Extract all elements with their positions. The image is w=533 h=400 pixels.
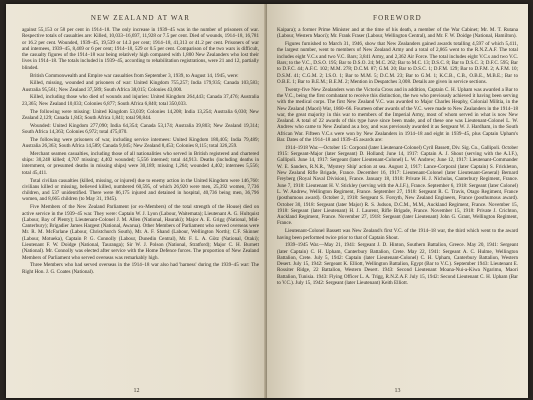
left-running-head: NEW ZEALAND AT WAR [90,14,191,22]
paragraph: The following were missing: United Kingdom 53,039; Colonies 14,208; India 13,254; Australia 6,030; New Zealand 2,129; Canada 1,843; South Africa 1,841; total 90,844. [22,108,259,121]
paragraph: British Commonwealth and Empire war casualties from September 3, 1939, to August 14, 1945, were: [30,72,239,79]
paragraph: Three Members who had served overseas in the 1914–18 war also had 'harness' during the 1939–45 war: The Right Hon. J. G. Coates (National). [22,262,259,275]
paragraph: Killed, missing, wounded and prisoners of war: United Kingdom 755,257; India 179,935; Canada 103,583; Australia 95,561; New Zealand 37,589; South Africa 38,015; Colonies 43,000. [22,80,259,93]
paragraph: Lieutenant-Colonel Bassett was New Zealand's first V.C. of the 1914–18 war, the third which went to the award having been performed twice prior to that of Captain Shout. [277,228,518,241]
paragraph: Kaipara); a former Prime Minister and at the time of his death, a member of the War Cabinet; Mr. M. T. Rutana (Labour, Western Maori); Mr. Frank Fraser (Labour, Wellington Central), and Mr. F. W. Doidge (National, Hamilton). [277,27,518,40]
right-page [267,4,528,398]
paragraph: Killed, including those who died of wounds and injuries: United Kingdom 264,443; Canada 37,476; Australia 23,365; New Zealand 10,033; Colonies 6,877; South Africa 6,840; total 350,033. [22,94,259,107]
right-running-head: FOREWORD [373,14,422,22]
paragraph: 1914–1918 War.—October 15: Corporal (later Lieutenant-Colonel) Cyril Bassett, Div. Sig. Co., Gallipoli. October 1915: Sergeant-Major (later Sergeant) D. Holland; June 14, 1917: Captain A. J. Shout (serving with the A.I.F.), Gallipoli. June 14, 1917: Sergeant (later Lieutenant-Colonel) L. W. Andrew; June 12, 1917: Lieutenant-Commander W. E. Sanders, R.N.R., 'Mystery Ship' action at sea. August 2, 1917: Lance-Corporal (later Captain) S. Frickleton, New Zealand Rifle Brigade, France. December 16, 1917: Lieutenant-Colonel (later Lieutenant-General) Bernard Freyberg (Royal Naval Division), France. January 18, 1918: Private H. J. Nicholas, Canterbury Regiment, France. June 7, 1918: Lieutenant H. V. Stickley (serving with the A.I.F.), France. September 6, 1918: Sergeant (later Colonel) L. W. Andrew, Wellington Regiment, France. September 27, 1918: Sergeant R. C. Travis, Otago Regiment, France (posthumous award). October 2, 1918: Sergeant S. Forsyth, New Zealand Engineers, France (posthumous award). October 30, 1918: Sergeant (later Major) R. S. Judson, D.C.M., M.M., Auckland Regiment, France. November 15, 1918: Sergeant (later Lieutenant) H. J. Laurent, Rifle Brigade, France. November 15, 1918: Private J. Crichton, Auckland Regiment, France. November 27, 1918: Sergeant (later Lieutenant) John G. Grant, Wellington Regiment, France. [277,144,519,227]
paragraph: The following were prisoners of war, including service internees: United Kingdom 180,405; India 79,489; Australia 26,363; South Africa 14,589; Canada 9,045; New Zealand 8,453; Colonies 8,115; total 326,259. [22,136,259,150]
left-page-body [22,27,259,275]
paragraph: Merchant seamen casualties, including those of all nationalities who served in British registered and chartered ships: 30,248 killed; 4,707 missing; 4,402 wounded; 5,556 interned; total 44,913. Deaths (including deaths in internment, or presumed deaths in missing ships) were 30,189; missing 1,264; wounded 4,402; internees 5,556; total 45,411. [22,150,259,176]
paragraph: Total civilian casualties (killed, missing, or injured) due to enemy action in the United Kingdom were 146,760: civilians killed or missing, believed killed, numbered 60,595, of which 26,920 were men, 25,392 women, 7,736 children, and 537 unidentified. There were 86,175 injured and detained in hospital, 40,736 being men, 36,796 women, and 8,665 children (to May 31, 1945). [22,177,259,203]
paragraph: Figures furnished to March 31, 1946, show that New Zealanders gained awards totalling 4,597 of which 5,411, the largest number, went to members of New Zealand Army and a total of 2,865 went to the R.N.Z.A.F. The total includes eight V.C.s and two V.C. Bars; 3,841 Army, and 2,362 Air Force. The total includes eight V.C.s and two V.C. Bars; to the V.C., D.S.O. 195; Bar to D.S.O. 24; M.C. 262; Bar to M.C. 13; D.S.C. 8; Bar to D.S.C. 3; D.F.C. 595; Bar to D.F.C. 44; A.F.C. 102; M.M. 278; D.C.M. 87; G.M. 20; Bar to D.S.C. 1; D.F.M. 129; Bar to D.F.M. 2; A.F.M. 10; D.S.M. 41; C.G.M. 2; I.S.O. 1; Bar to M.M. 5; D.C.M. 23; Bar to G.M. 1; K.C.B., C.B., O.B.E., M.B.E.; Bar to O.B.E. 1; Bar to B.E.M.; B.E.M. 2; Mention in Despatches 3,008. Details are given in service sections. [277,41,518,85]
paragraph: Twenty-five New Zealanders won the Victoria Cross and in addition, Captain C. H. Upham was awarded a Bar to the V.C., being the first combatant to receive this distinction, the two who previously achieved it having been serving with the medical corps. The first New Zealand V.C. was awarded to Major Charles Heaphy, Colonial Militia, in the New Zealand (Maori) War, 1860–66. Fourteen other awards of the V.C. were made to New Zealanders in the 1914–18 war, the great majority in this war to members of the Imperial Army, most of whom served in what is now New Zealand. A total of 22 awards of this type have since been made, and of these one was Lieutenant-Colonel L. W. Andrew who came to New Zealand as a boy, and was previously awarded it as Sergeant W. J. Hardham, in the South African War. Fifteen V.C.s were won by New Zealanders in 1914–18 and eight in 1939–45, plus Captain Upham's Bar. Dates of the 1914–18 and 1939–45 awards are: [277,86,518,144]
right-page-body [277,27,518,286]
paragraph: Five Members of the New Zealand Parliament (or ex-Members) of the total strength of the House) died on active service in the 1939–45 war. They were: Captain W. J. Lyon (Labour, Waitemata); Lieutenant A. G. Hultquist (Labour, Bay of Plenty); Lieutenant-Colonel J. M. Allen (National, Hauraki); Major A. E. Grigg (National, Mid-Canterbury); Brigadier James Hargest (National, Awarua). Other Members of Parliament who served overseas were Mr. R. M. McFarlane (Labour, Christchurch South), Mr. A. F. Shand (Labour, Wellington North); C.F. Skinner (Labour, Motueka), Captain P. G. Connolly (Labour, Dunedin Central), Mr. F. L. A. Götz (National, Otaki); Lieutenant F. W. Doidge (National, Tauranga); Sir W. J. Polson (National, Stratford); Major C. H. Burnett (National). Mr. Connolly was elected after service with the Home Defence forces. The proportion of New Zealand Members of Parliament who served overseas was remarkably high. [22,204,259,261]
left-page-number: 12 [133,388,140,394]
paragraph: Wounded: United Kingdom 277,090; India 64,354; Canada 53,174; Australia 39,803; New Zealand 19,314; South Africa 14,363; Colonies 6,972; total 475,070. [22,122,259,135]
book-spread [6,4,528,398]
left-page [6,4,267,398]
right-page-number: 13 [394,388,401,394]
paragraph: 1939–1945 War.—May 21, 1941: Sergeant J. D. Hinton, Southern Battalion, Greece. May 20, 1941: Sergeant (later Captain) C. H. Upham, Canterbury Battalion, Crete. May 22, 1941: Sergeant A. C. Hulme, Wellington Battalion, Crete. July 5, 1942: Captain (later Lieutenant-Colonel) C. H. Upham, Canterbury Battalion, Western Desert. July 15, 1942: Sergeant K. Elliott, Wellington Battalion, Egypt (Bar to V.C.). September 1943: Lieutenant E. Rossiter Ridge, 22 Battalion, Western Desert. 1943: Second Lieutenant Moana-Nui-a-Kiwa Ngarimu, Maori Battalion, Tunisia. 1943: Flying Officer L. A. Trigg, R.N.Z.A.F. July 15, 1942: Second Lieutenant C. H. Upham (Bar to V.C.). July 15, 1942: Sergeant (later Lieutenant) Keith Elliott. [277,242,518,287]
paragraph: against 55,153 or 58 per cent in 1914–18. The only increase in 1939–45 was in the number of prisoners of war. Respective totals of casualties are: Killed, 10,033–16,697, 11,928 or 7.5 per cent. Died of wounds, 1914–18, 16,781 or 16.2 per cent. Wounded, 1939–45, 19,539 or 14.3 per cent; 1914–18, 41,313 or 41.2 per cent. Prisoners of war and internees, 1939–45, 8,469 or 6 per cent; 1914–18, 529 or 0.5 per cent. Comparison of the two wars is difficult, the casualty figures of the 1914–18 war being relatively high compared with 1,800 New Zealanders who lost their lives in 1914–18. The totals included in 1939–45, according to rehabilitation registrations, were 21 and 12, partially blinded. [22,27,259,71]
